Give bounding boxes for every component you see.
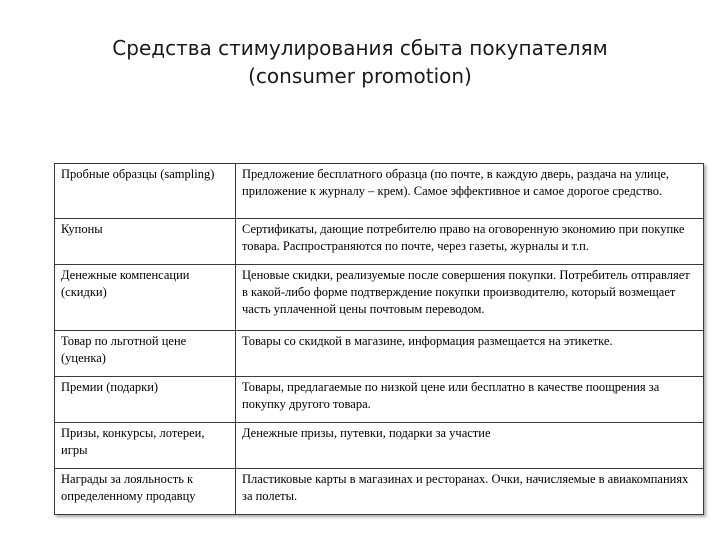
tool-name-cell: Награды за лояльность к определенному продавцу <box>55 469 236 515</box>
tool-description-cell: Сертификаты, дающие потребителю право на оговоренную экономию при покупке товара. Распространяются по почте, через газеты, журналы и т.п. <box>236 219 704 265</box>
table-row <box>55 377 704 423</box>
tool-description-cell: Предложение бесплатного образца (по почте, в каждую дверь, раздача на улице, приложение к журналу – крем). Самое эффективное и самое дорогое средство. <box>236 164 704 219</box>
tool-description-cell: Ценовые скидки, реализуемые после совершения покупки. Потребитель отправляет в какой-либо форме подтверждение покупки производителю, который возмещает часть уплаченной цены почтовым переводом. <box>236 265 704 331</box>
title-line-2: (consumer promotion) <box>248 64 472 88</box>
title-line-1: Средства стимулирования сбыта покупателям <box>112 36 608 60</box>
table-row <box>55 469 704 515</box>
tool-name-cell: Пробные образцы (sampling) <box>55 164 236 219</box>
tool-name-cell: Призы, конкурсы, лотереи, игры <box>55 423 236 469</box>
tool-name-cell: Купоны <box>55 219 236 265</box>
table-row <box>55 164 704 219</box>
page-title <box>0 34 720 90</box>
table-row <box>55 423 704 469</box>
tool-description-cell: Денежные призы, путевки, подарки за участие <box>236 423 704 469</box>
tool-description-cell: Товары, предлагаемые по низкой цене или бесплатно в качестве поощрения за покупку другого товара. <box>236 377 704 423</box>
tool-name-cell: Денежные компенсации (скидки) <box>55 265 236 331</box>
table-row <box>55 265 704 331</box>
tool-description-cell: Товары со скидкой в магазине, информация размещается на этикетке. <box>236 331 704 377</box>
tool-name-cell: Товар по льготной цене (уценка) <box>55 331 236 377</box>
tool-name-cell: Премии (подарки) <box>55 377 236 423</box>
promotion-table <box>54 163 704 515</box>
table-row <box>55 219 704 265</box>
table-row <box>55 331 704 377</box>
tool-description-cell: Пластиковые карты в магазинах и ресторанах. Очки, начисляемые в авиакомпаниях за полеты. <box>236 469 704 515</box>
